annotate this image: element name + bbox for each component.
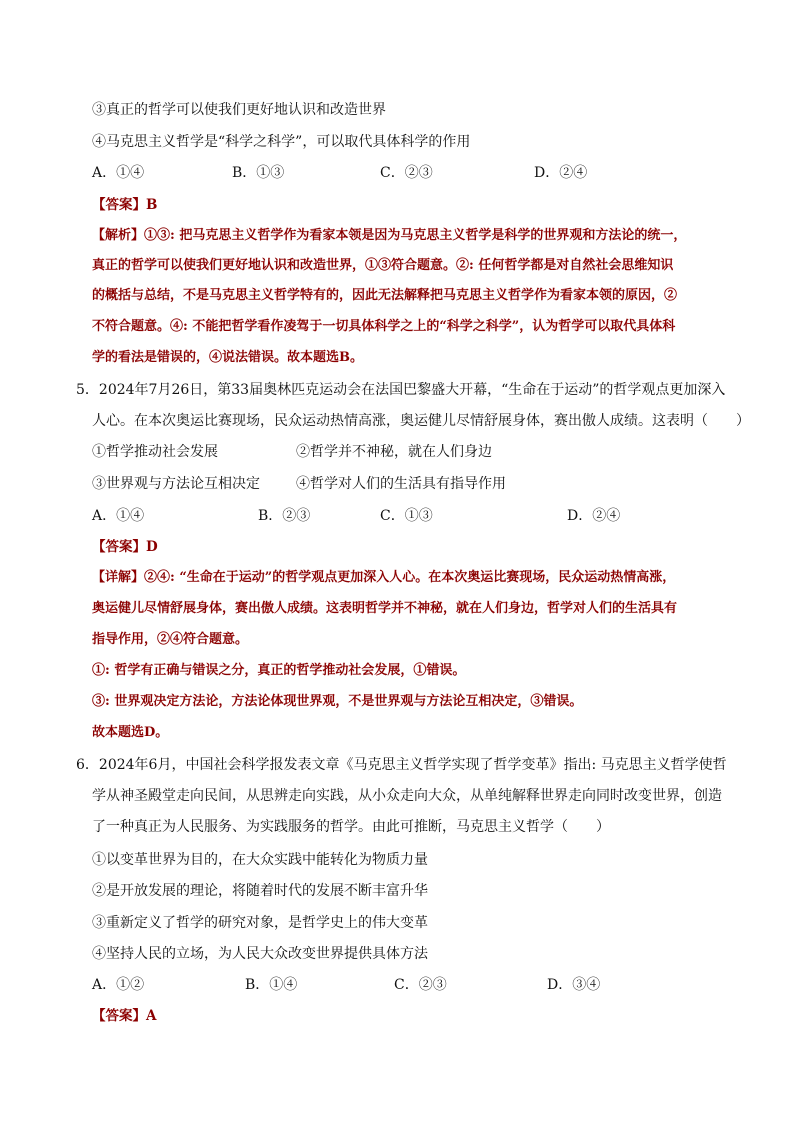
q4-answer: 【答案】B: [92, 197, 158, 213]
q6-stem-line: 了一种真正为人民服务、为实践服务的哲学。由此可推断，马克思主义哲学（ ）: [92, 819, 610, 835]
q5-explain-line: 指导作用，②④符合题意。: [92, 632, 249, 647]
q5-option-3: ③世界观与方法论互相决定: [92, 476, 260, 492]
q6-stem-line: 6．2024年6月，中国社会科学报发表文章《马克思主义哲学实现了哲学变革》指出: 马克思主义哲学使哲: [76, 757, 727, 773]
q6-option-4: ④坚持人民的立场，为人民大众改变世界提供具体方法: [92, 946, 428, 962]
q6-option-3: ③重新定义了哲学的研究对象，是哲学史上的伟大变革: [92, 915, 428, 931]
q6-option-1: ①以变革世界为目的，在大众实践中能转化为物质力量: [92, 852, 428, 868]
q5-stem-line: 5．2024年7月26日，第33届奥林匹克运动会在法国巴黎盛大开幕，“生命在于运动”的哲学观点更加深入: [76, 382, 726, 398]
q5-choice-b: B．②③: [258, 508, 311, 524]
q4-explain-line: 的概括与总结，不是马克思主义哲学特有的，因此无法解释把马克思主义哲学作为看家本领的原因，②: [92, 288, 678, 303]
q5-answer: 【答案】D: [92, 539, 158, 555]
q4-choice-a: A．①④: [92, 165, 145, 181]
q5-explain-line: 奥运健儿尽情舒展身体，赛出傲人成绩。这表明哲学并不神秘，就在人们身边，哲学对人们的生活具有: [92, 601, 678, 616]
q4-choice-d: D．②④: [534, 165, 588, 181]
q6-stem-line: 学从神圣殿堂走向民间，从思辨走向实践，从小众走向大众，从单纯解释世界走向同时改变世界，创造: [92, 788, 722, 804]
q4-option-4: ④马克思主义哲学是“科学之科学”，可以取代具体科学的作用: [92, 134, 471, 150]
q5-option-1: ①哲学推动社会发展: [92, 444, 218, 460]
q5-explain-line: 【详解】②④: “生命在于运动”的哲学观点更加深入人心。在本次奥运比赛现场，民众运动热情高涨，: [92, 570, 676, 585]
q5-choice-c: C．①③: [380, 508, 433, 524]
q5-explain-line: 故本题选D。: [92, 725, 169, 740]
q4-explain-line: 【解析】①③: 把马克思主义哲学作为看家本领是因为马克思主义哲学是科学的世界观和方法论的统一，: [92, 228, 687, 243]
q6-choice-d: D．③④: [547, 977, 601, 993]
q4-choice-c: C．②③: [380, 165, 433, 181]
q4-explain-line: 不符合题意。④: 不能把哲学看作凌驾于一切具体科学之上的“科学之科学”，认为哲学可以取代具体科: [92, 319, 676, 334]
q6-choice-b: B．①④: [245, 977, 298, 993]
q6-choice-a: A．①②: [92, 977, 145, 993]
q5-explain-line: ①: 哲学有正确与错误之分，真正的哲学推动社会发展，①错误。: [92, 663, 466, 678]
q4-explain-line: 学的看法是错误的，④说法错误。故本题选B。: [92, 350, 363, 365]
q5-option-2: ②哲学并不神秘，就在人们身边: [296, 444, 492, 460]
q5-choice-a: A．①④: [92, 508, 145, 524]
q5-choice-d: D．②④: [567, 508, 621, 524]
q4-explain-line: 真正的哲学可以使我们更好地认识和改造世界，①③符合题意。②: 任何哲学都是对自然社会思维知识: [92, 258, 674, 273]
q6-option-2: ②是开放发展的理论，将随着时代的发展不断丰富升华: [92, 883, 428, 899]
q4-option-3: ③真正的哲学可以使我们更好地认识和改造世界: [92, 102, 386, 118]
q6-answer: 【答案】A: [92, 1008, 157, 1024]
q5-stem-line: 人心。在本次奥运比赛现场，民众运动热情高涨，奥运健儿尽情舒展身体，赛出傲人成绩。这表明（ ）: [92, 413, 750, 429]
q4-choice-b: B．①③: [232, 165, 285, 181]
q5-explain-line: ③: 世界观决定方法论，方法论体现世界观，不是世界观与方法论互相决定，③错误。: [92, 694, 583, 709]
q6-choice-c: C．②③: [394, 977, 447, 993]
q5-option-4: ④哲学对人们的生活具有指导作用: [296, 476, 506, 492]
